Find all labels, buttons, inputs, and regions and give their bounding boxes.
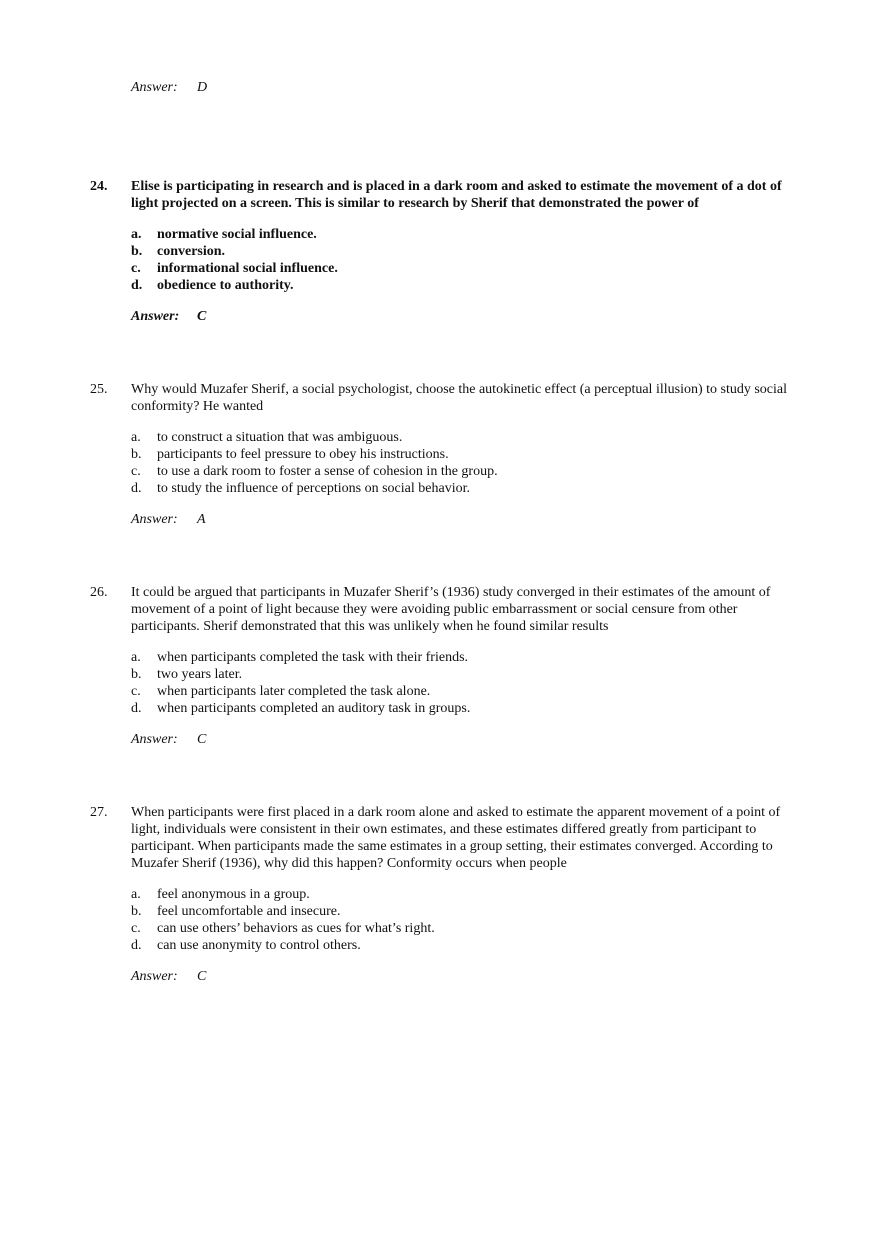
option-text: feel uncomfortable and insecure. [157,904,341,919]
option-a [131,429,800,446]
answer [131,308,800,325]
option-letter: d. [131,278,143,293]
option-letter: b. [131,904,142,919]
option-b [131,666,800,683]
option-letter: c. [131,464,141,479]
option-letter: d. [131,701,142,716]
options-list [131,429,800,497]
option-c [131,683,800,700]
answer [131,731,800,748]
option-letter: a. [131,430,141,445]
answer-value: A [197,512,206,527]
option-c [131,260,800,277]
answer-label: Answer: [131,512,178,527]
option-b [131,446,800,463]
option-text: two years later. [157,667,243,682]
question-24 [90,178,800,325]
option-text: feel anonymous in a group. [157,887,310,902]
option-text: when participants later completed the task alone. [157,684,431,699]
option-a [131,649,800,666]
option-text: when participants completed the task with their friends. [157,650,469,665]
question-number: 26. [90,585,108,600]
option-text: can use anonymity to control others. [157,938,361,953]
options-list [131,886,800,954]
answer-label: Answer: [131,80,178,95]
option-letter: c. [131,684,141,699]
question-27 [90,804,800,985]
option-d [131,700,800,717]
answer [131,968,800,985]
option-c [131,920,800,937]
previous-answer [131,79,207,96]
option-text: participants to feel pressure to obey his instructions. [157,447,449,462]
answer-label: Answer: [131,969,178,984]
question-stem: Why would Muzafer Sherif, a social psychologist, choose the autokinetic effect (a perceptual illusion) to study social conformity? He wanted [131,382,787,414]
option-text: informational social influence. [157,261,338,276]
option-a [131,886,800,903]
option-b [131,243,800,260]
option-letter: c. [131,261,141,276]
option-c [131,463,800,480]
option-a [131,226,800,243]
option-d [131,937,800,954]
answer-value: C [197,309,207,324]
question-stem: It could be argued that participants in Muzafer Sherif’s (1936) study converged in their estimates of the amount of movement of a point of light because they were avoiding public embarrassment or social censure from other participants. Sherif demonstrated that this was unlikely when he found similar results [131,585,771,634]
option-text: obedience to authority. [157,278,294,293]
answer-label: Answer: [131,732,178,747]
answer-label: Answer: [131,309,180,324]
option-letter: d. [131,481,142,496]
option-text: normative social influence. [157,227,317,242]
option-b [131,903,800,920]
question-26 [90,584,800,748]
question-number: 24. [90,179,108,194]
option-text: can use others’ behaviors as cues for what’s right. [157,921,435,936]
options-list [131,649,800,717]
question-stem: When participants were first placed in a dark room alone and asked to estimate the apparent movement of a point of light, individuals were consistent in their own estimates, and these estimates differed greatly from participant to participant. When participants made the same estimates in a group setting, their estimates converged. According to Muzafer Sherif (1936), why did this happen? Conformity occurs when people [131,805,781,871]
option-letter: a. [131,650,141,665]
answer-value: C [197,732,207,747]
question-stem: Elise is participating in research and is placed in a dark room and asked to estimate the movement of a dot of light projected on a screen. This is similar to research by Sherif that demonstrated the power of [131,179,782,211]
option-letter: c. [131,921,141,936]
answer [131,511,800,528]
question-number: 25. [90,382,108,397]
answer-value: D [197,80,208,95]
options-list [131,226,800,294]
option-letter: d. [131,938,142,953]
question-number: 27. [90,805,108,820]
option-letter: a. [131,887,141,902]
option-text: conversion. [157,244,226,259]
option-text: to use a dark room to foster a sense of cohesion in the group. [157,464,498,479]
answer-value: C [197,969,207,984]
option-text: to construct a situation that was ambiguous. [157,430,403,445]
option-letter: a. [131,227,142,242]
option-d [131,480,800,497]
option-letter: b. [131,244,143,259]
question-25 [90,381,800,528]
option-letter: b. [131,667,142,682]
option-text: when participants completed an auditory task in groups. [157,701,471,716]
option-letter: b. [131,447,142,462]
option-text: to study the influence of perceptions on social behavior. [157,481,470,496]
option-d [131,277,800,294]
